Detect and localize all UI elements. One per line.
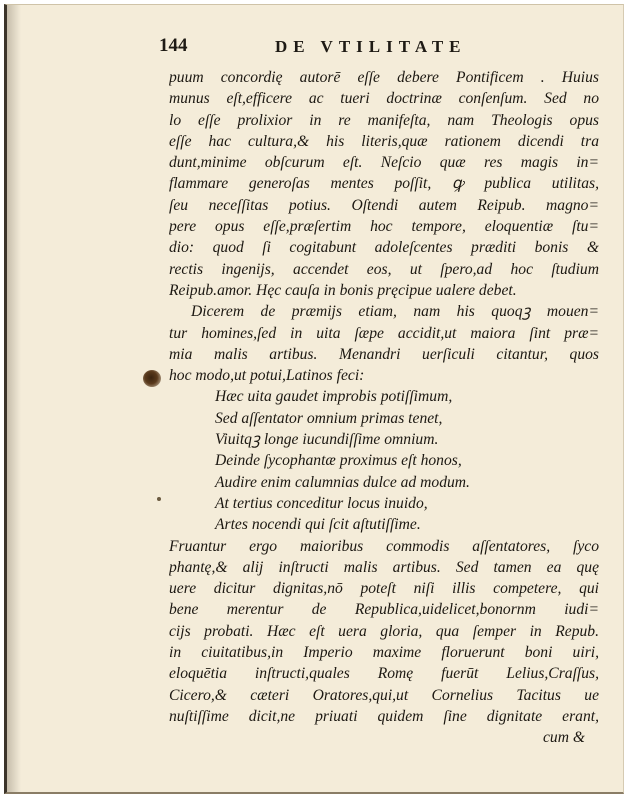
text-line: munus eſt,efficere ac tueri doctrinæ conſenſum. Sed no xyxy=(169,90,599,108)
text-line: lo eſſe prolixior in re manifeſta, nam Theologis opus xyxy=(169,111,599,129)
text-line: eloquētia inſtructi,quales Romę fuerūt Lelius,Craſſus, xyxy=(169,665,599,683)
text-line: mia malis artibus. Menandri uerſiculi citantur, quos xyxy=(169,345,599,363)
text-line: flammare generoſas mentes poſſit, ꝙ publica utilitas, xyxy=(169,175,599,193)
catchword: cum & xyxy=(542,729,585,747)
text-line: rectis ingenijs, accendet eos, ut ſpero,ad hoc ſtudium xyxy=(169,260,599,278)
verse-line: Artes nocendi qui ſcit aſtutiſſime. xyxy=(215,516,421,534)
verse-line: Deinde ſycophantæ proximus eſt honos, xyxy=(215,452,462,470)
text-line: hoc modo,ut potui,Latinos feci: xyxy=(169,367,365,385)
text-line: phantę,& alij inſtructi malis artibus. Sed tamen ea quę xyxy=(169,558,599,576)
page-header xyxy=(159,35,599,57)
text-line: cijs probati. Hæc eſt uera gloria, qua ſemper in Repub. xyxy=(169,622,599,640)
text-line: Reipub.amor. Hęc cauſa in bonis pręcipue ualere debet. xyxy=(169,281,517,299)
verse-line: Audire enim calumnias dulce ad modum. xyxy=(215,473,470,491)
text-line: Fruantur ergo maioribus commodis aſſentatores, ſyco xyxy=(169,537,599,555)
body-text xyxy=(169,67,599,749)
text-line: bene merentur de Republica,uidelicet,bonornm iudi= xyxy=(169,601,599,619)
verse-block xyxy=(169,386,599,535)
text-line: tur homines,ſed in uita ſæpe accidit,ut maiora ſint præ= xyxy=(169,324,599,342)
verse-line: At tertius conceditur locus inuido, xyxy=(215,494,428,512)
text-line: uere dicitur dignitas,nō poteſt niſi illis competere, qui xyxy=(169,580,599,598)
paper-speck xyxy=(157,497,161,501)
page-number: 144 xyxy=(159,35,188,56)
paragraph-3 xyxy=(169,536,599,728)
verse-line: Viuitqꝫ longe iucundiſſime omnium. xyxy=(215,431,439,449)
text-line: puum concordię autorē eſſe debere Pontificem . Huius xyxy=(169,69,599,86)
text-line: dunt,minime obſcurum eſt. Neſcio quæ res magis in= xyxy=(169,154,599,172)
text-line: eſſe hac cultura,& his literis,quæ rationem dicendi tra xyxy=(169,132,599,150)
verse-line: Hæc uita gaudet improbis potiſſimum, xyxy=(215,388,453,406)
text-line: ſeu neceſſitas potius. Oſtendi autem Reipub. magno= xyxy=(169,196,599,214)
text-line: in ciuitatibus,in Imperio maxime floruerunt boni uiri, xyxy=(169,644,599,662)
ink-stain xyxy=(143,370,161,387)
verse-line: Sed aſſentator omnium primas tenet, xyxy=(215,409,443,427)
text-line: Cicero,& cæteri Oratores,qui,ut Cornelius Tacitus ue xyxy=(169,686,599,704)
book-page xyxy=(4,4,624,794)
text-line: dio: quod ſi cogitabunt adoleſcentes præditi bonis & xyxy=(169,239,599,257)
text-line: nuſtiſſime dicit,ne priuati quidem ſine dignitate erant, xyxy=(169,707,599,725)
text-line: pere opus eſſe,præſertim hoc tempore, eloquentiæ ſtu= xyxy=(169,218,599,236)
text-line: Dicerem de præmijs etiam, nam his quoqꝫ mouen= xyxy=(191,303,599,321)
paragraph-2 xyxy=(169,301,599,386)
paragraph-1 xyxy=(169,67,599,301)
running-head: DE VTILITATE xyxy=(275,37,467,56)
